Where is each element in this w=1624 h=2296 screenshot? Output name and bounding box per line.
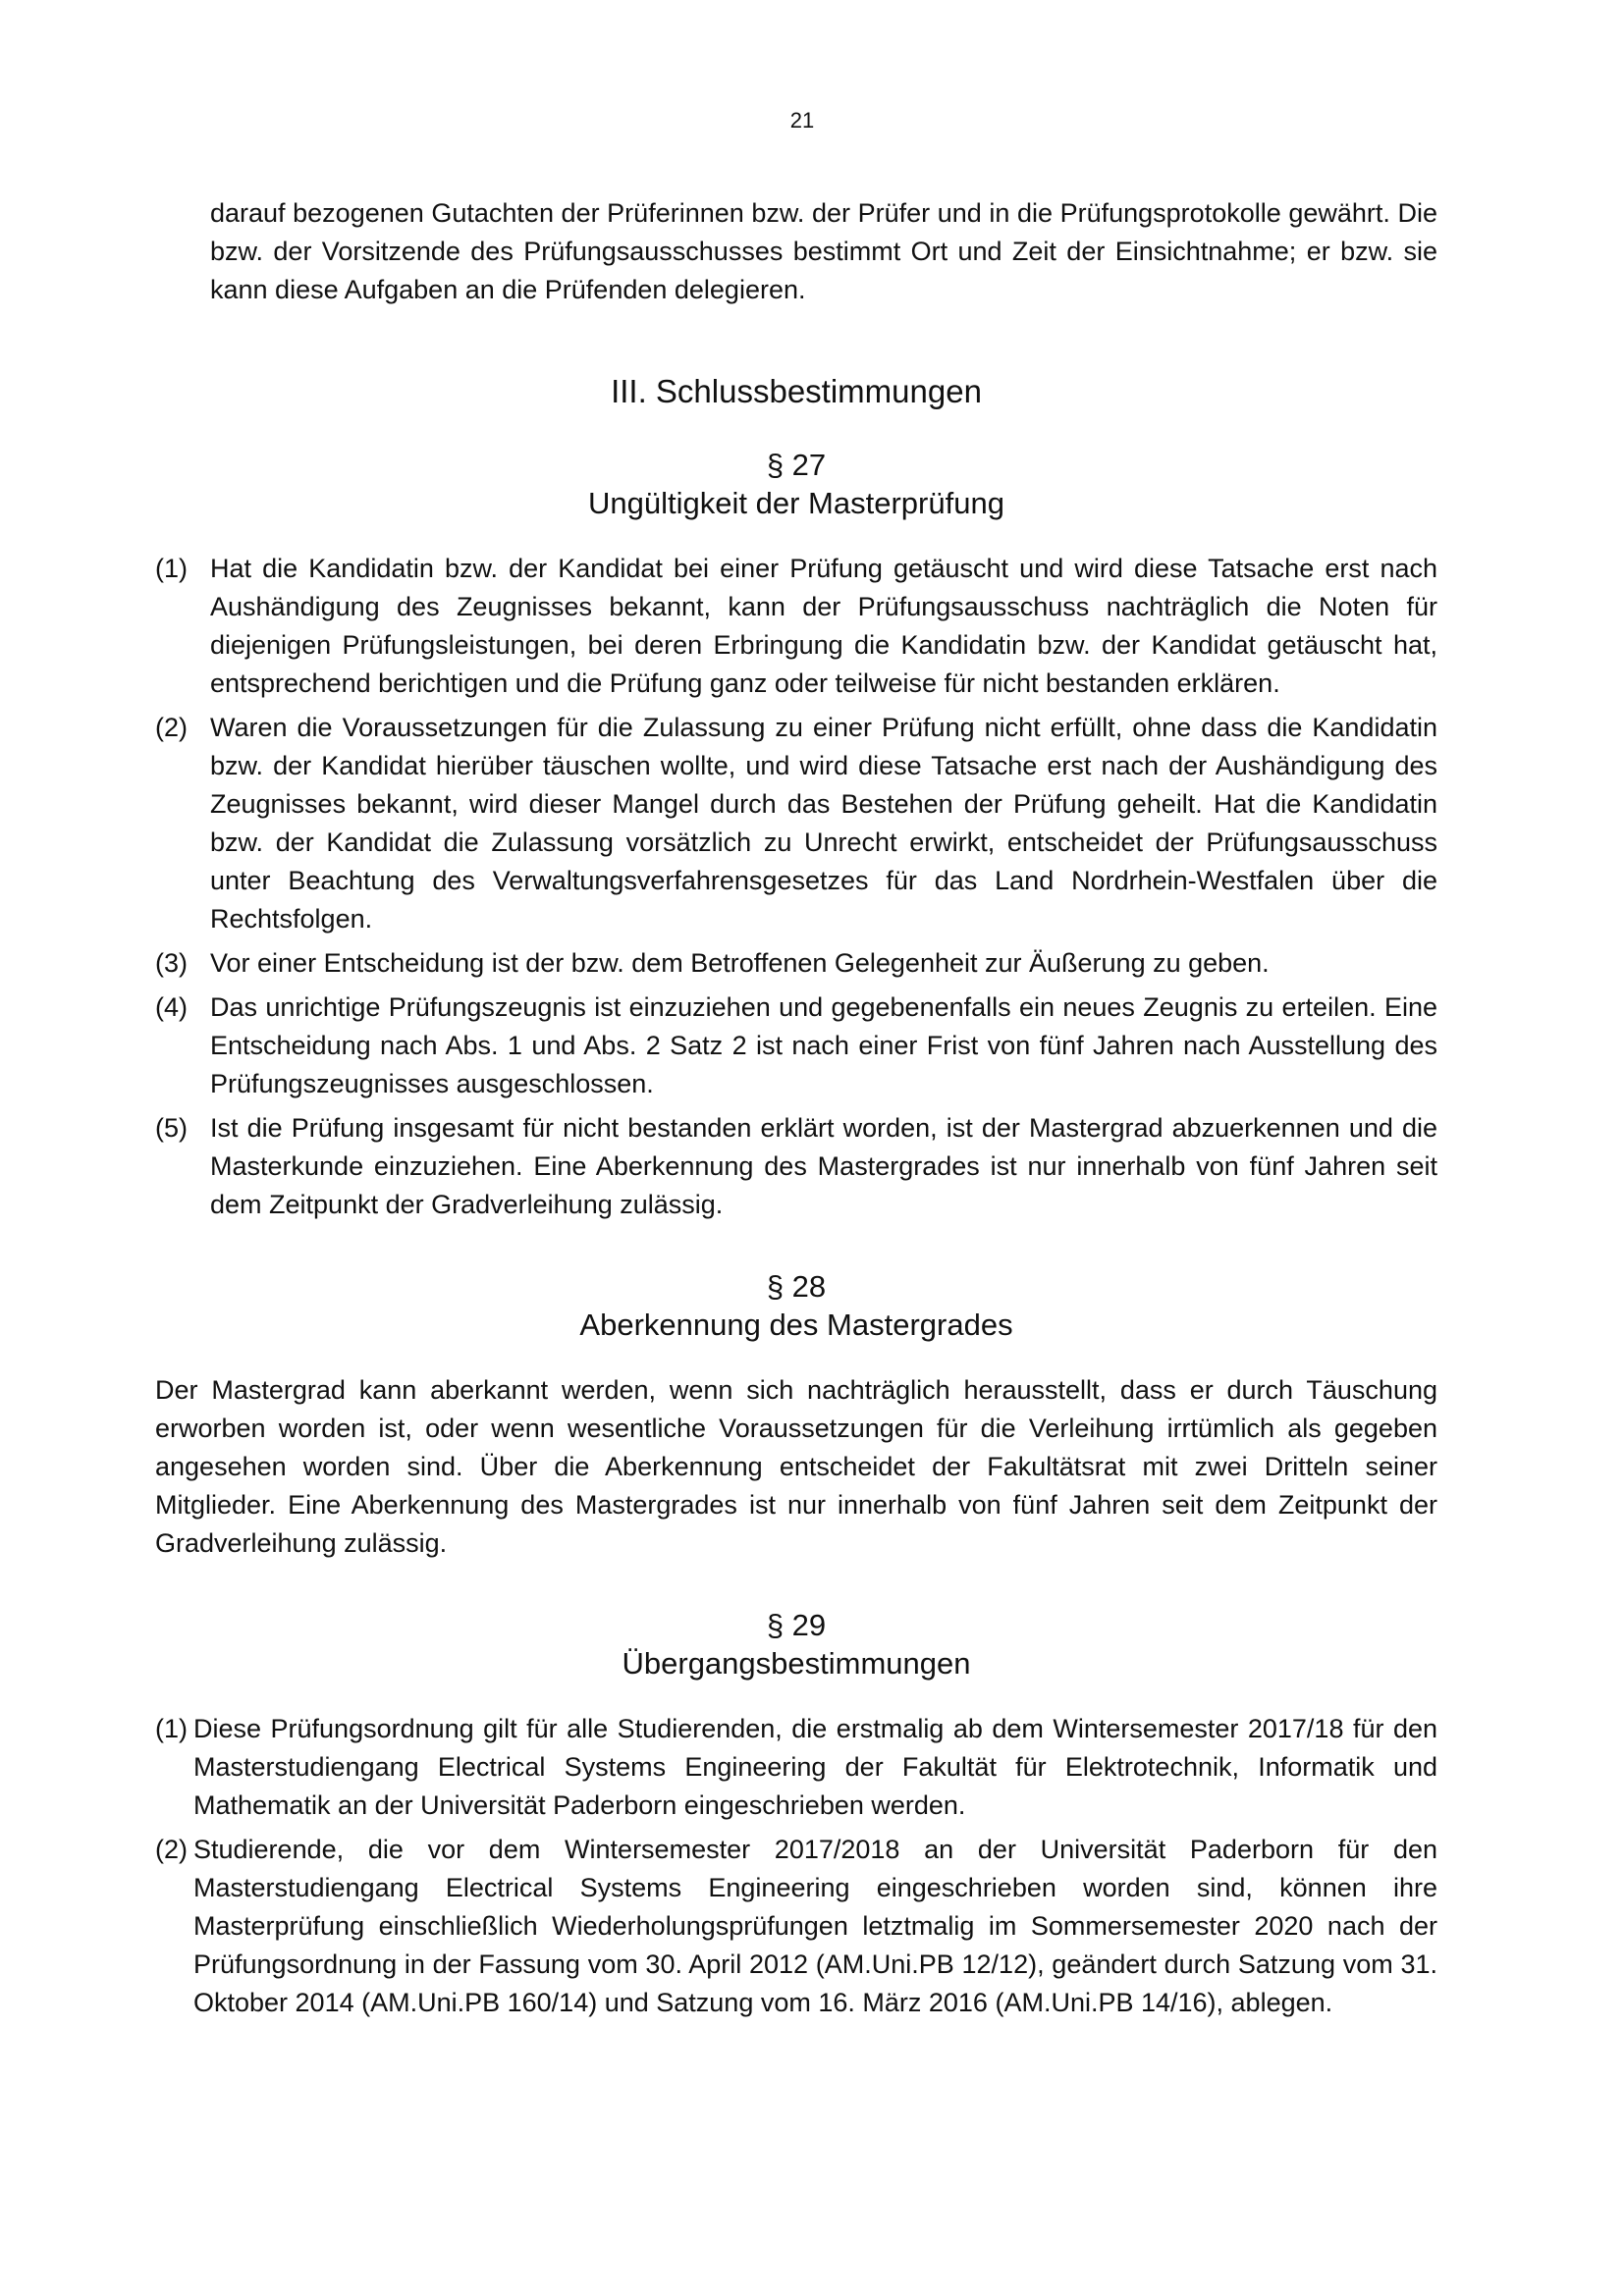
item-text: Waren die Voraussetzungen für die Zulassung zu einer Prüfung nicht erfüllt, ohne dass die Kandidatin bzw. der Kandidat hierüber täuschen wollte, und wird diese Tatsache erst nach der Aushändigung des Zeugnisses bekannt, wird dieser Mangel durch das Bestehen der Prüfung geheilt. Hat die Kandidatin bzw. der Kandidat die Zulassung vorsätzlich zu Unrecht erwirkt, entscheidet der Prüfungsausschuss unter Beachtung des Verwaltungsverfahrensgesetzes für das Land Nordrhein-Westfalen über die Rechtsfolgen.: [210, 713, 1437, 934]
section-title: Übergangsbestimmungen: [622, 1646, 971, 1681]
section-29: [155, 1606, 1437, 2022]
section-body: Der Mastergrad kann aberkannt werden, wenn sich nachträglich herausstellt, dass er durch Täuschung erworben worden ist, oder wenn wesentliche Voraussetzungen für die Verleihung irrtümlich als gegeben angesehen worden sind. Über die Aberkennung entscheidet der Fakultätsrat mit zwei Dritteln seiner Mitglieder. Eine Aberkennung des Mastergrades ist nur innerhalb von fünf Jahren seit dem Zeitpunkt der Gradverleihung zulässig.: [155, 1375, 1437, 1558]
section-number: § 29: [766, 1608, 827, 1642]
list-item: [155, 1710, 1437, 1825]
section-27: [155, 446, 1437, 1224]
item-text: Hat die Kandidatin bzw. der Kandidat bei einer Prüfung getäuscht und wird diese Tatsache erst nach Aushändigung des Zeugnisses bekannt, kann der Prüfungsausschuss nachträglich die Noten für diejenigen Prüfungsleistungen, bei deren Erbringung die Kandidatin bzw. der Kandidat getäuscht hat, entsprechend berichtigen und die Prüfung ganz oder teilweise für nicht bestanden erklären.: [210, 554, 1437, 698]
section-28: [155, 1267, 1437, 1563]
item-text: Vor einer Entscheidung ist der bzw. dem Betroffenen Gelegenheit zur Äußerung zu geben.: [210, 948, 1270, 978]
intro-paragraph: darauf bezogenen Gutachten der Prüferinnen bzw. der Prüfer und in die Prüfungsprotokolle gewährt. Die bzw. der Vorsitzende des Prüfungsausschusses bestimmt Ort und Zeit der Einsichtnahme; er bzw. sie kann diese Aufgaben an die Prüfenden delegieren.: [210, 198, 1437, 304]
page-number: 21: [789, 108, 815, 133]
item-number: (1): [155, 1714, 188, 1743]
section-29-items: [155, 1710, 1437, 2022]
list-item: [155, 550, 1437, 703]
document-body: [155, 194, 1437, 2028]
item-number: (5): [155, 1113, 188, 1143]
list-item: [155, 1831, 1437, 2022]
item-number: (1): [155, 554, 188, 583]
section-title: Ungültigkeit der Masterprüfung: [588, 486, 1004, 520]
item-number: (2): [155, 1835, 188, 1864]
item-number: (3): [155, 948, 188, 978]
section-number: § 28: [766, 1269, 827, 1304]
item-text: Das unrichtige Prüfungszeugnis ist einzuziehen und gegebenenfalls ein neues Zeugnis zu erteilen. Eine Entscheidung nach Abs. 1 und Abs. 2 Satz 2 ist nach einer Frist von fünf Jahren nach Ausstellung des Prüfungszeugnisses ausgeschlossen.: [210, 992, 1437, 1098]
section-title: Aberkennung des Mastergrades: [579, 1308, 1013, 1342]
section-27-items: [155, 550, 1437, 1224]
item-text: Ist die Prüfung insgesamt für nicht bestanden erklärt worden, ist der Mastergrad abzuerkennen und die Masterkunde einzuziehen. Eine Aberkennung des Mastergrades ist nur innerhalb von fünf Jahren seit dem Zeitpunkt der Gradverleihung zulässig.: [210, 1113, 1437, 1219]
list-item: [155, 988, 1437, 1103]
section-number: § 27: [766, 448, 827, 482]
item-text: Diese Prüfungsordnung gilt für alle Studierenden, die erstmalig ab dem Wintersemester 2017/18 für den Masterstudiengang Electrical Systems Engineering der Fakultät für Elektrotechnik, Informatik und Mathematik an der Universität Paderborn eingeschrieben werden.: [193, 1714, 1437, 1820]
list-item: [155, 1109, 1437, 1224]
item-number: (2): [155, 713, 188, 742]
item-text: Studierende, die vor dem Wintersemester 2017/2018 an der Universität Paderborn für den Masterstudiengang Electrical Systems Engineering eingeschrieben worden sind, können ihre Masterprüfung einschließlich Wiederholungsprüfungen letztmalig im Sommersemester 2020 nach der Prüfungsordnung in der Fassung vom 30. April 2012 (AM.Uni.PB 12/12), geändert durch Satzung vom 31. Oktober 2014 (AM.Uni.PB 160/14) und Satzung vom 16. März 2016 (AM.Uni.PB 14/16), ablegen.: [193, 1835, 1437, 2017]
list-item: [155, 944, 1437, 983]
list-item: [155, 709, 1437, 938]
item-number: (4): [155, 992, 188, 1022]
part-heading: III. Schlussbestimmungen: [611, 373, 982, 409]
